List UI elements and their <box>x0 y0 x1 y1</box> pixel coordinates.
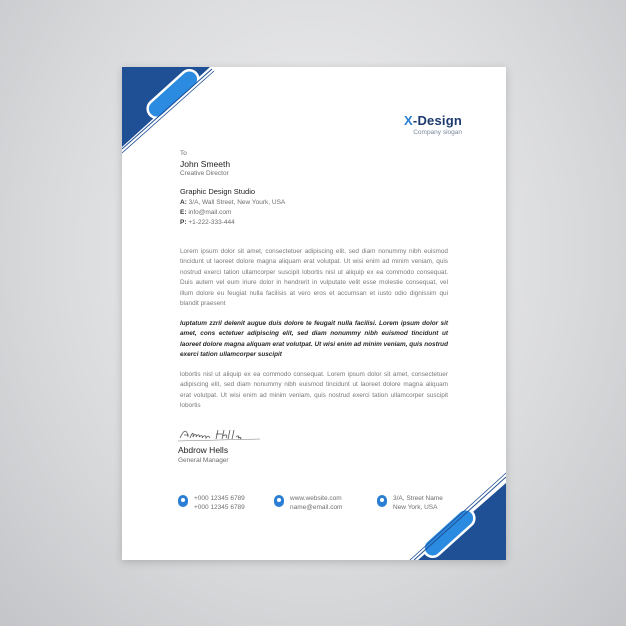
brand-logo-x: X <box>404 113 413 128</box>
company-block <box>180 187 285 226</box>
corner-decoration <box>122 67 506 560</box>
company-phone <box>180 219 285 226</box>
phone-icon <box>178 495 188 507</box>
to-label: To <box>180 150 187 157</box>
location-pin-icon <box>377 495 387 507</box>
contact-address-line-1: 3/A, Street Name <box>393 495 443 502</box>
contact-web-line-1[interactable]: www.website.com <box>290 495 342 502</box>
brand-logo-text: -Design <box>412 113 462 128</box>
signer-name: Abdrow Hells <box>178 445 229 455</box>
body-paragraph-1: Lorem ipsum dolor sit amet, consectetuer adipiscing elit, sed diam nonummy nibh euismod tincidunt ut laoreet dolore magna aliquam erat volutpat. Ut wisi enim ad minim veniam, quis nostrud exerci tation ullamcorper suscipit lobortis nisl ut aliquip ex ea commodo consequat. Duis autem vel eum iriure dolor in hendrerit in vulputate velit esse molestie consequat, vel illum dolore eu feugiat nulla facilisis at vero eros et accumsan et iusto odio dignissim qui blandit praesent <box>180 248 448 308</box>
contact-phone-line-2: +000 12345 6789 <box>194 504 245 511</box>
brand-block <box>404 113 462 136</box>
contact-phone-line-1: +000 12345 6789 <box>194 495 245 502</box>
recipient-name: John Smeeth <box>180 159 231 169</box>
contact-web <box>274 494 342 512</box>
signer-role: General Manager <box>178 457 229 464</box>
contact-phone <box>178 494 245 512</box>
contact-address-line-2: New York, USA <box>393 504 438 511</box>
phone-value: +1-222-333-444 <box>188 219 235 226</box>
company-name: Graphic Design Studio <box>180 187 256 196</box>
globe-icon <box>274 495 284 507</box>
brand-logo <box>404 113 462 128</box>
contact-address <box>377 494 443 512</box>
body-paragraph-2: luptatum zzril delenit augue duis dolore te feugait nulla facilisi. Lorem ipsum dolor sit amet, cons ectetuer adipiscing elit, sed diam nonummy nibh euismod tincidunt ut laoreet dolore magna aliquam erat volutpat. Ut wisi enim ad minim veniam, quis nostrud exerci tation ullamcorper suscipit <box>180 320 448 359</box>
signature-image <box>178 427 268 443</box>
letterhead-page <box>122 67 506 560</box>
body-paragraph-3: lobortis nisl ut aliquip ex ea commodo consequat. Lorem ipsum dolor sit amet, consectetuer adipiscing elit, sed diam nonummy nibh euismod tincidunt ut laoreet dolore magna aliquam erat volutpat. Ut wisi enim ad minim veniam, quis nostrud exerci tation ullamcorper suscipit lobortis <box>180 371 448 410</box>
recipient-block <box>180 150 230 177</box>
brand-slogan: Company slogan <box>413 129 462 136</box>
address-label: A: <box>180 199 187 206</box>
company-address <box>180 199 285 206</box>
email-value: info@mail.com <box>188 209 232 216</box>
address-value: 3/A, Wall Street, New Yourk, USA <box>188 199 286 206</box>
contact-web-line-2[interactable]: name@email.com <box>290 504 343 511</box>
company-email <box>180 209 285 216</box>
phone-label: P: <box>180 219 187 226</box>
email-label: E: <box>180 209 187 216</box>
recipient-role: Creative Director <box>180 170 229 177</box>
